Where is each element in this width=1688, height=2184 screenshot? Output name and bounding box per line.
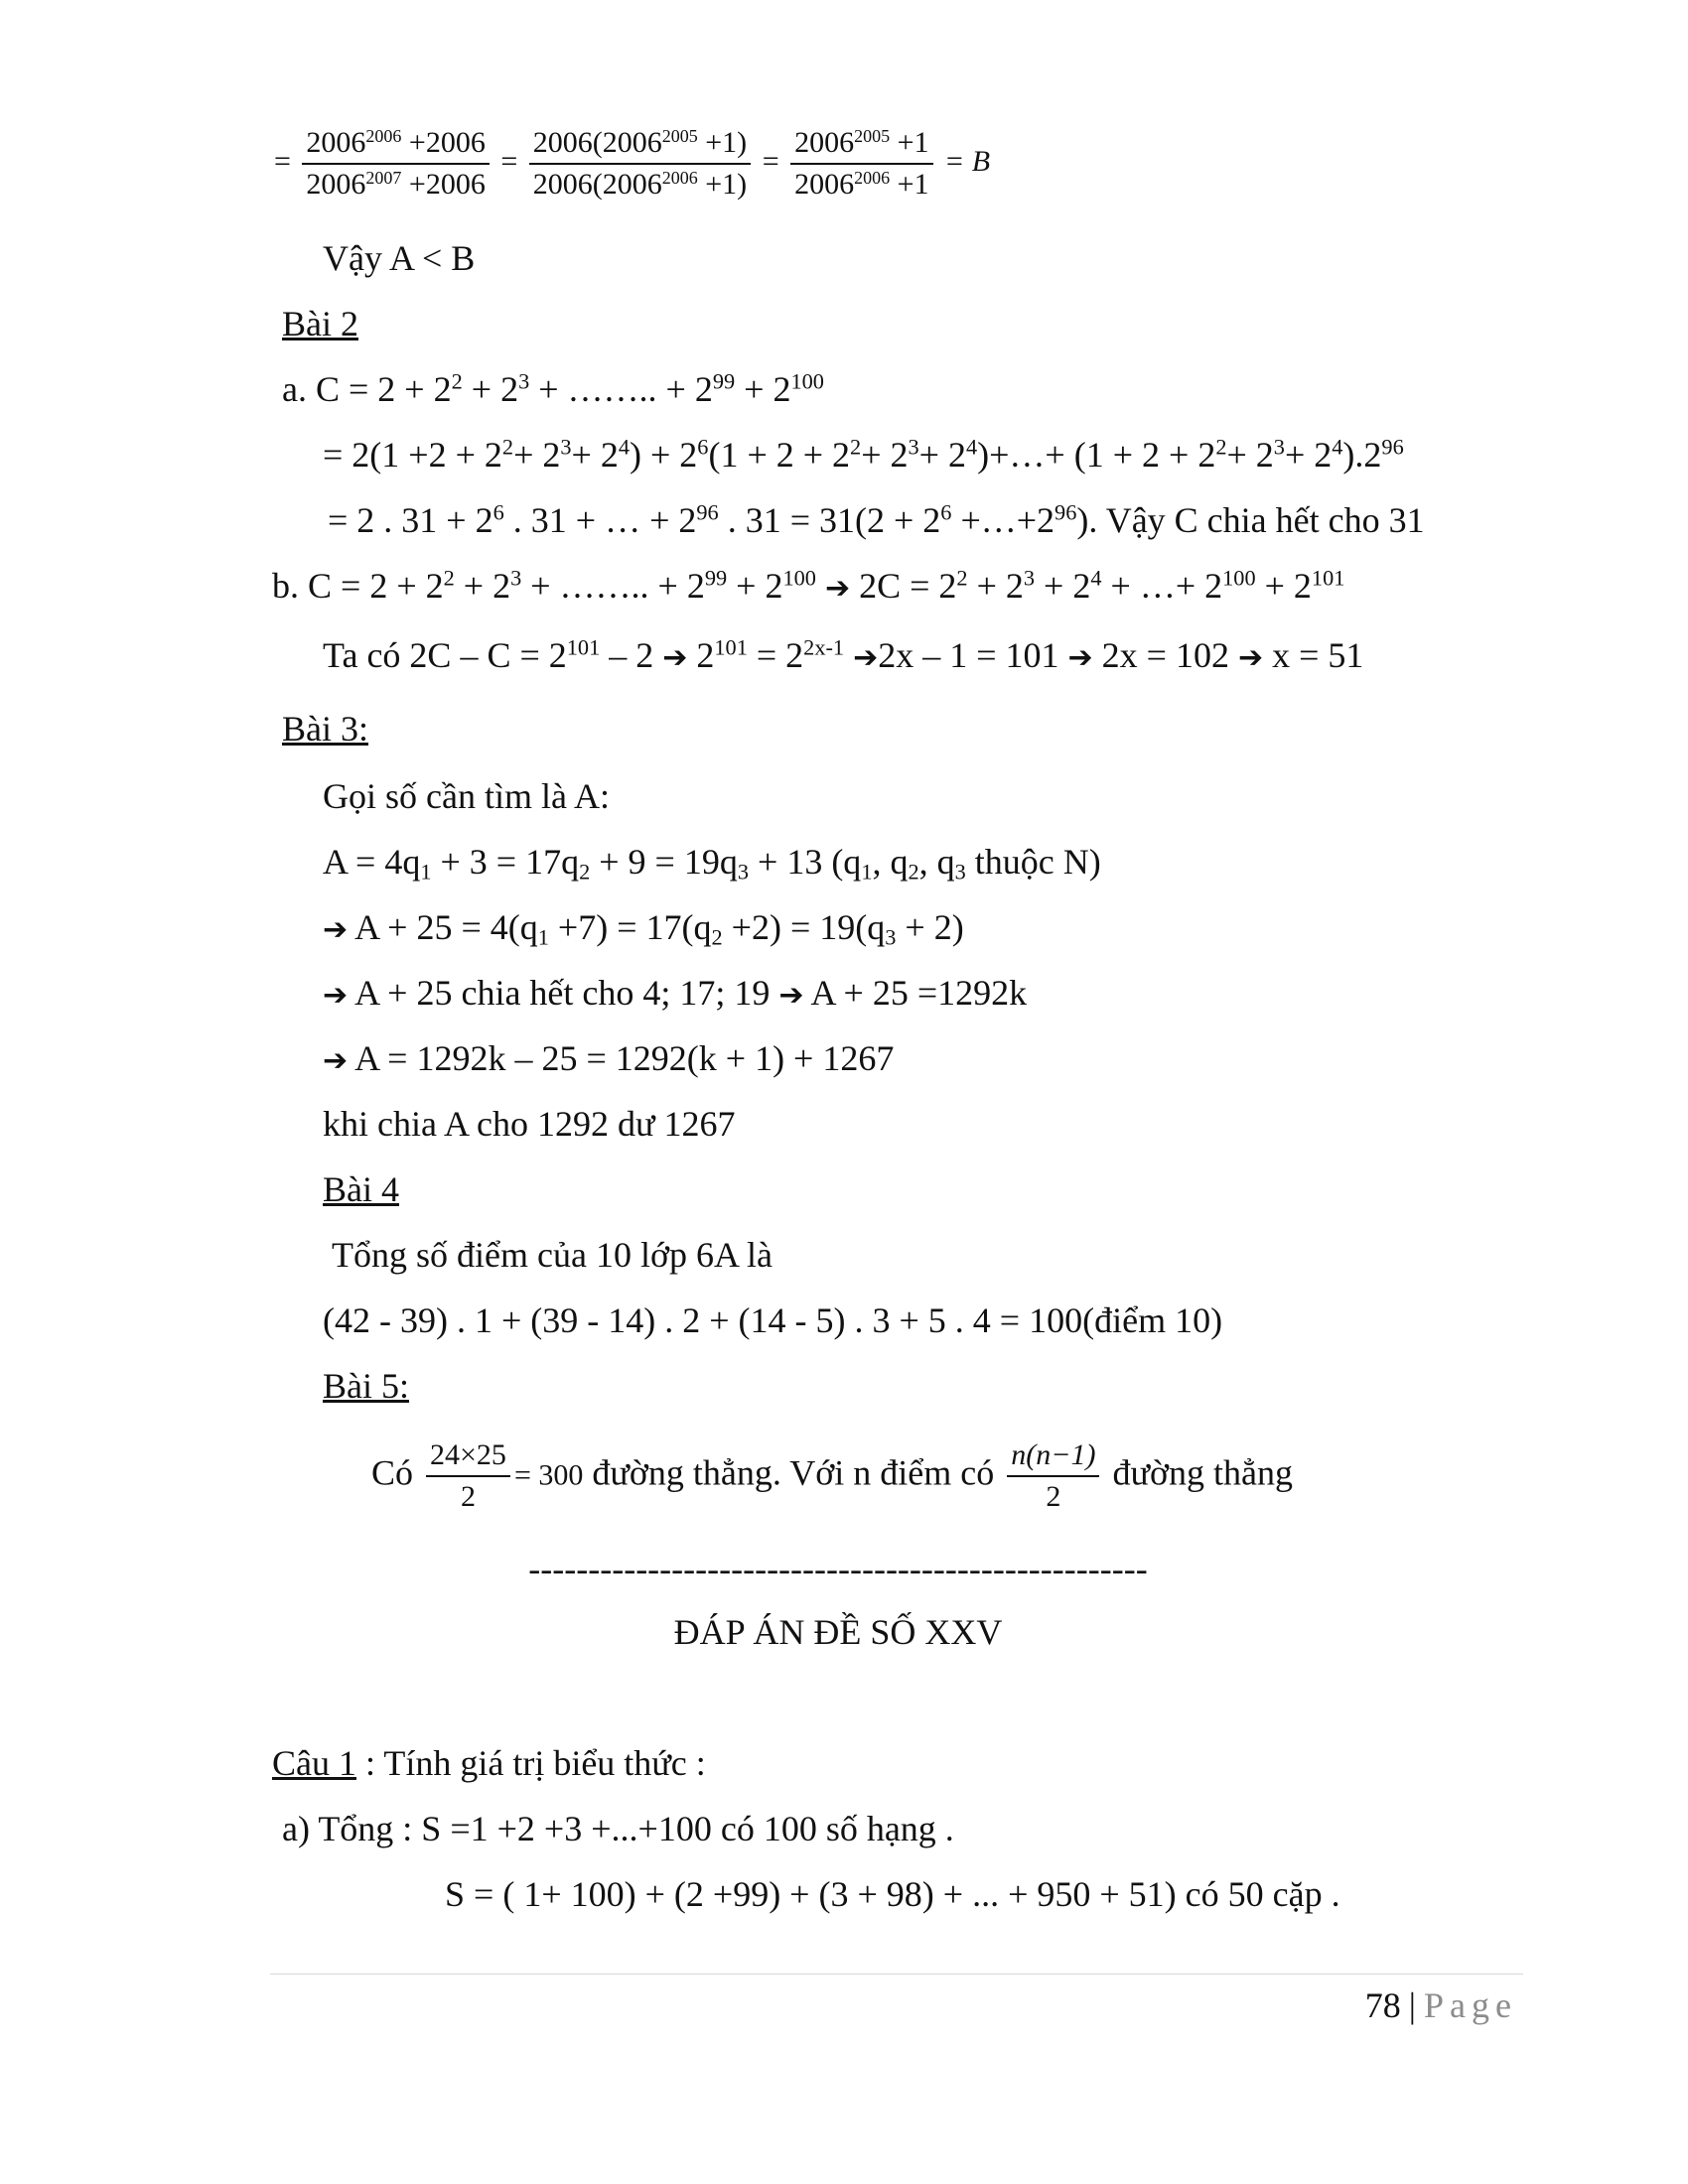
bai3-line-1: Gọi số cần tìm là A: [323,776,610,816]
fraction-3: $\frac{2006^{2005} +1}{2006^{2006} +1}$ [790,123,932,205]
bai4-line-1: Tổng số điểm của 10 lớp 6A là [332,1235,773,1275]
right-arrow-icon: ➔ [323,978,349,1013]
fraction-lines-count: $\frac{24\times 25}{2}$ [426,1435,510,1517]
answer-title: ĐÁP ÁN ĐỀ SỐ XXV [673,1612,1003,1652]
equation-top: = $\frac{2006^{2006} +2006}{2006^{2007} +2006}$ = $\frac{2006(2006^{2005} +1)}{2006(2006^{2006} +1)}$ = $\frac{2006^{2005} +1}{2006^{2006} +1}$ = B [274,123,990,205]
right-arrow-icon: ➔ [323,912,349,947]
bai3-line-2: $A = 4q_1 + 3 = 17q_2 + 9 = 19q_3 + 13$ ($q_1$, $q_2$, $q_3$ thuộc N) [323,842,1101,885]
right-arrow-icon: ➔ [662,640,688,675]
cau1-line-a: a) Tổng : S =1 +2 +3 +...+100 có 100 số hạng . [282,1809,954,1848]
right-arrow-icon: ➔ [778,978,804,1013]
bai3-heading: Bài 3: [282,709,368,749]
bai2-line-a2: = $2(1 +2 + 2^2+ 2^3+ 2^4) + 2^6(1 + 2 + 2^2+ 2^3+$ $2^4)+\dots+ (1 + 2 + 2^2+ 2^3+ 2^4).2^{96}$ [323,434,1404,475]
bai3-line-3: ➔ $A + 25 = 4(q_1 +7) = 17(q_2 +2) = 19(q_3 + 2)$ [323,907,964,950]
cau1-line-s: S = ( 1+ 100) + (2 +99) + (3 + 98) + ... + 950 + 51) có 50 cặp . [445,1874,1340,1914]
bai2-line-b2: Ta có $2C - C = 2^{101} - 2$ ➔ $2^{101} = 2^{2x-1}$ ➔2x – 1 = 101 ➔ 2x = 102 ➔ x = 51 [323,634,1364,675]
footer-rule [270,1974,1523,1975]
page-label: Page [1424,1985,1517,2025]
equals-sign: = [274,144,291,178]
bai4-line-2: (42 - 39) . 1 + (39 - 14) . 2 + (14 - 5) . 3 + 5 . 4 = 100(điểm 10) [323,1300,1223,1340]
right-arrow-icon: ➔ [1067,640,1093,675]
right-arrow-icon: ➔ [1237,640,1264,675]
section-divider: ---------------------------------------------------- [528,1549,1148,1588]
right-arrow-icon: ➔ [323,1043,349,1078]
footer-separator: | [1408,1985,1417,2025]
bai3-line-5: ➔ A = 1292k – 25 = 1292(k + 1) + 1267 [323,1038,895,1078]
bai2-heading: Bài 2 [282,304,358,343]
bai4-heading: Bài 4 [323,1169,399,1209]
fraction-2: $\frac{2006(2006^{2005} +1)}{2006(2006^{2006} +1)}$ [529,123,751,205]
cau1-heading: Câu 1 : Tính giá trị biểu thức : [272,1743,706,1783]
bai5-heading: Bài 5: [323,1366,409,1406]
bai2-line-a: a. $C = 2 + 2^2 + 2^3$ + …….. + $2^{99} + 2^{100}$ [282,368,824,409]
conclusion-text: Vậy A < B [323,238,476,278]
page-footer [1365,1981,1517,2029]
bai3-line-4: ➔ A + 25 chia hết cho 4; 17; 19 ➔ A + 25 =1292k [323,973,1028,1013]
right-arrow-icon: ➔ [853,640,879,675]
fraction-1: $\frac{2006^{2006} +2006}{2006^{2007} +2006}$ [302,123,489,205]
bai2-line-a3: = 2 . $31 + 2^6$ . 31 + … + $2^{96}$ . $31 = 31(2 + 2^6$ $+\dots+2^{96}$). Vậy C chia hết cho 31 [328,499,1425,540]
bai3-line-6: khi chia A cho 1292 dư 1267 [323,1104,736,1144]
bai5-line: Có $\frac{24\times 25}{2}$ = 300 đường thẳng. Với n điểm có $\frac{n(n-1)}{2}$ đường thẳng [371,1435,1293,1517]
bai2-line-b: b. $C = 2 + 2^2 + 2^3$ + …….. + $2^{99} + 2^{100}$ ➔ $2C = 2^2 + 2^3 + 2^4$ + …+ $2^{100} + 2^{101}$ [272,565,1345,606]
page-number: 78 [1364,1985,1401,2025]
right-arrow-icon: ➔ [824,571,851,606]
fraction-n-points: $\frac{n(n-1)}{2}$ [1007,1435,1099,1517]
